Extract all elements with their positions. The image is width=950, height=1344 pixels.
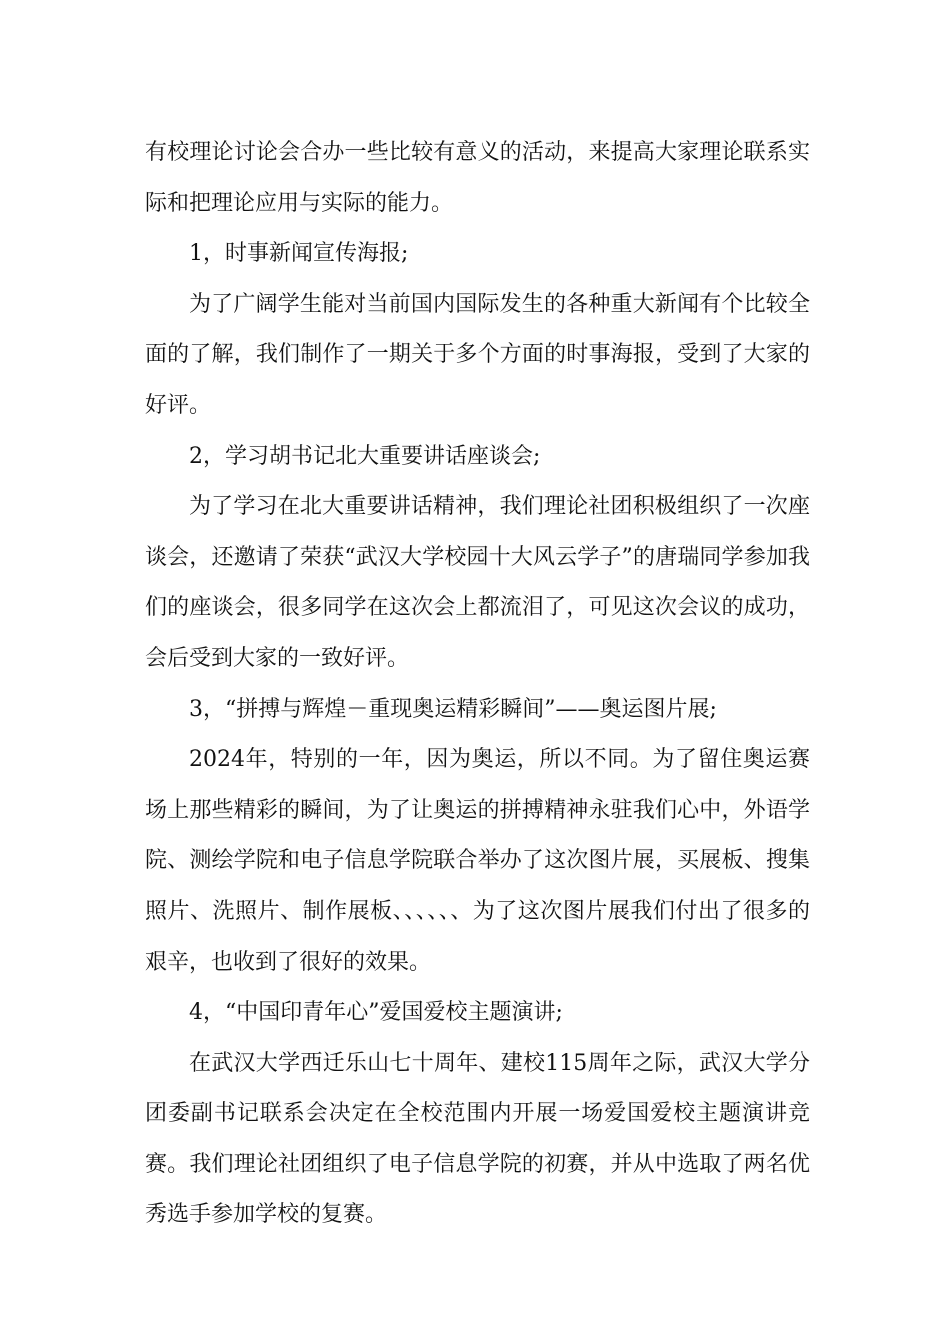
heading-news-poster: 1，时事新闻宣传海报; xyxy=(189,241,409,267)
paragraph-speech-contest: 在武汉大学西迁乐山七十周年、建校115周年之际，武汉大学分团委副书记联系会决定在全校范围内开展一场爱国爱校主题演讲竞赛。我们理论社团组织了电子信息学院的初赛，并从中选取了两名优秀选手参加学校的复赛。 xyxy=(145,1050,810,1228)
heading-speech-contest: 4，“中国印青年心”爱国爱校主题演讲; xyxy=(189,1000,563,1026)
document-body xyxy=(145,128,810,1241)
paragraph-news-poster: 为了广阔学生能对当前国内国际发生的各种重大新闻有个比较全面的了解，我们制作了一期关于多个方面的时事海报，受到了大家的好评。 xyxy=(145,291,810,418)
paragraph-seminar: 为了学习在北大重要讲话精神，我们理论社团积极组织了一次座谈会，还邀请了荣获“武汉大学校园十大风云学子”的唐瑞同学参加我们的座谈会，很多同学在这次会上都流泪了，可见这次会议的成功，会后受到大家的一致好评。 xyxy=(145,494,810,671)
paragraph-activity-intro: 有校理论讨论会合办一些比较有意义的活动，来提高大家理论联系实际和把理论应用与实际的能力。 xyxy=(145,140,810,216)
heading-olympic-photo-exhibition: 3，“拼搏与辉煌－重现奥运精彩瞬间”——奥运图片展; xyxy=(189,696,717,722)
heading-seminar: 2，学习胡书记北大重要讲话座谈会; xyxy=(189,443,541,469)
paragraph-olympic-photo-exhibition: 2024年，特别的一年，因为奥运，所以不同。为了留住奥运赛场上那些精彩的瞬间，为了让奥运的拼搏精神永驻我们心中，外语学院、测绘学院和电子信息学院联合举办了这次图片展，买展板、搜集照片、洗照片、制作展板、、、、、、为了这次图片展我们付出了很多的艰辛，也收到了很好的效果。 xyxy=(145,747,810,975)
